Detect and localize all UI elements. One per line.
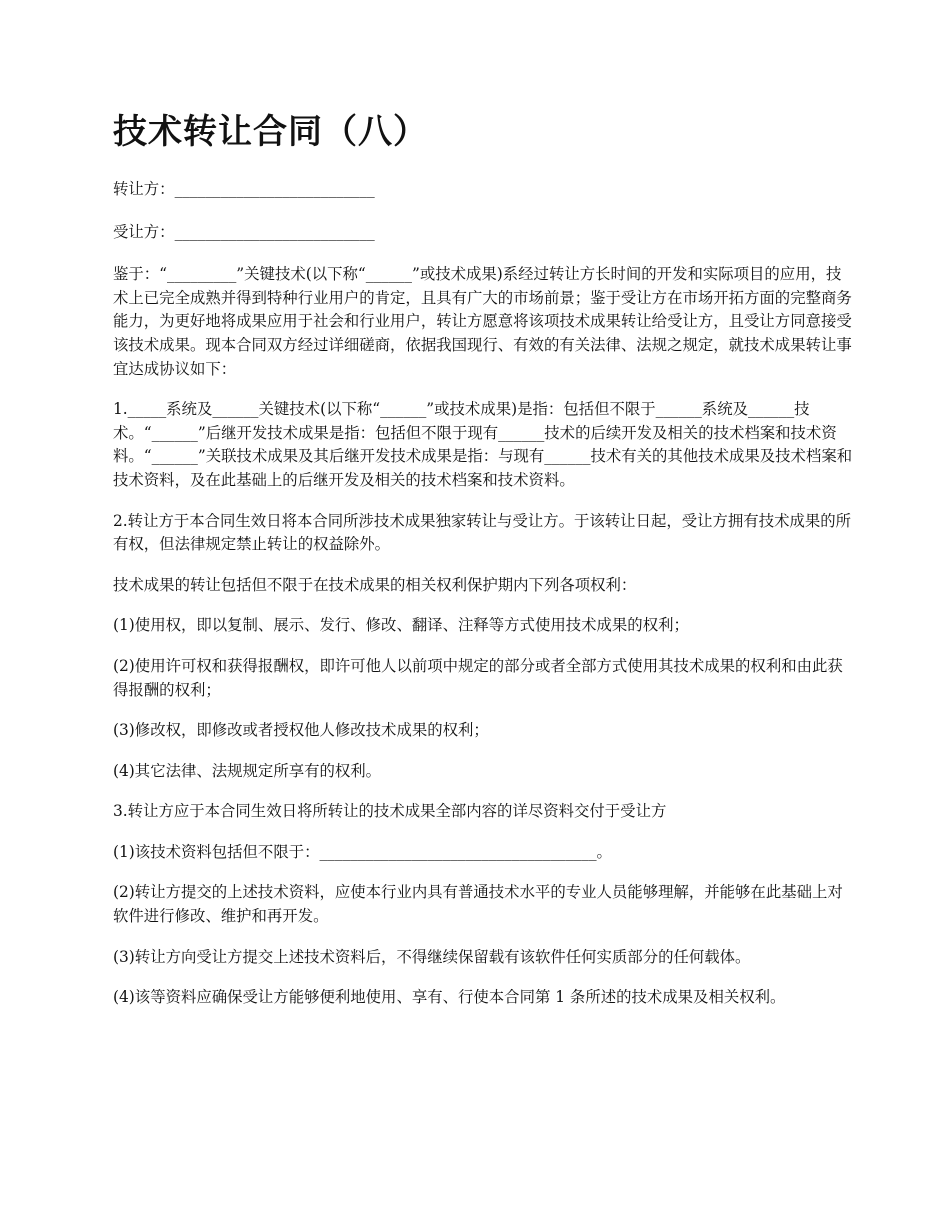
clause-3-item-4: (4)该等资料应确保受让方能够便利地使用、享有、行使本合同第 1 条所述的技术成果及相关权利。 xyxy=(113,988,786,1007)
right-item-1: (1)使用权，即以复制、展示、发行、修改、翻译、注释等方式使用技术成果的权利； xyxy=(113,616,689,635)
clause-1-paragraph: 1._____系统及______关键技术(以下称“______”或技术成果)是指：包括但不限于______系统及______技术。“______”后继开发技术成果是指：包括但不限于现有______技术的后续开发及相关的技术档案和技术资料。“______”关联技术成果及其后继开发技术成果是指：与现有______技术有关的其他技术成果及技术档案和技术资料，及在此基础上的后继开发及相关的技术档案和技术资料。 xyxy=(113,400,853,489)
clause-2-paragraph: 2.转让方于本合同生效日将本合同所涉技术成果独家转让与受让方。于该转让日起，受让方拥有技术成果的所有权，但法律规定禁止转让的权益除外。 xyxy=(113,511,852,554)
rights-intro-paragraph: 技术成果的转让包括但不限于在技术成果的相关权利保护期内下列各项权利： xyxy=(113,575,637,594)
transferee-line: 受让方：__________________________ xyxy=(113,222,375,241)
clause-3-item-3: (3)转让方向受让方提交上述技术资料后，不得继续保留载有该软件任何实质部分的任何载体。 xyxy=(113,947,751,966)
right-item-3: (3)修改权，即修改或者授权他人修改技术成果的权利； xyxy=(113,721,489,740)
clause-3-item-2: (2)转让方提交的上述技术资料，应使本行业内具有普通技术水平的专业人员能够理解，并能够在此基础上对软件进行修改、维护和再开发。 xyxy=(113,883,843,926)
document-page xyxy=(113,108,853,1027)
document-title: 技术转让合同（八） xyxy=(113,112,428,152)
right-item-2: (2)使用许可权和获得报酬权，即许可他人以前项中规定的部分或者全部方式使用其技术成果的权利和由此获得报酬的权利； xyxy=(113,656,843,699)
preamble-paragraph: 鉴于：“_________”关键技术(以下称“______”或技术成果)系经过转让方长时间的开发和实际项目的应用，技术上已完全成熟并得到特种行业用户的肯定，且具有广大的市场前景；鉴于受让方在市场开拓方面的完整商务能力，为更好地将成果应用于社会和行业用户，转让方愿意将该项技术成果转让给受让方，且受让方同意接受该技术成果。现本合同双方经过详细磋商，依据我国现行、有效的有关法律、法规之规定，就技术成果转让事宜达成协议如下： xyxy=(113,265,852,378)
clause-3-paragraph: 3.转让方应于本合同生效日将所转让的技术成果全部内容的详尽资料交付于受让方 xyxy=(113,802,667,821)
transferor-line: 转让方：__________________________ xyxy=(113,180,375,198)
clause-3-item-1: (1)该技术资料包括但不限于：____________________________________。 xyxy=(113,842,612,861)
right-item-4: (4)其它法律、法规规定所享有的权利。 xyxy=(113,761,382,780)
